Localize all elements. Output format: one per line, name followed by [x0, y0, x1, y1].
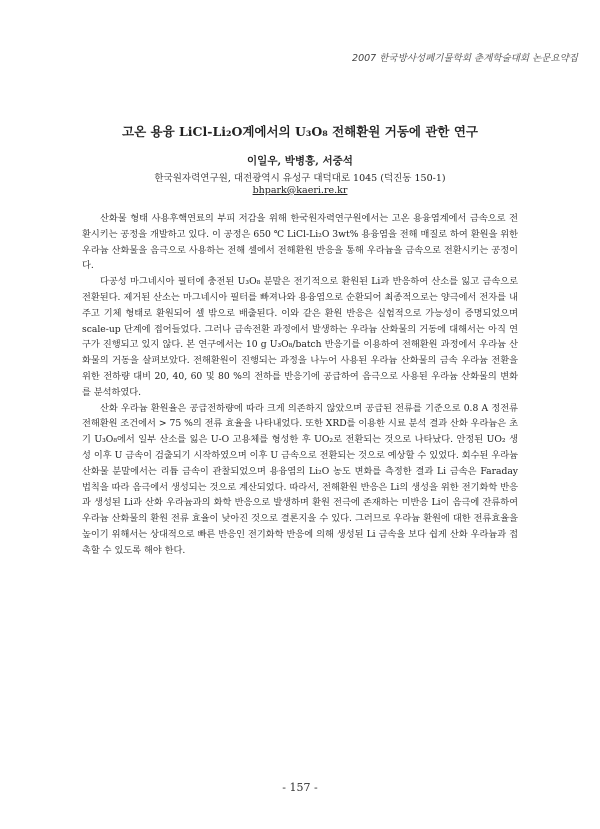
paper-affiliation: 한국원자력연구원, 대전광역시 유성구 대덕대로 1045 (덕진동 150-1) [154, 173, 446, 184]
page-number: - 157 - [282, 781, 318, 794]
paper-title: 고온 용융 LiCl-Li₂O계에서의 U₃O₈ 전해환원 거동에 관한 연구 [122, 124, 478, 139]
email-link[interactable]: bhpark@kaeri.re.kr [252, 185, 348, 196]
abstract-body [82, 211, 518, 559]
paragraph-3: 산화 우라늄 환원율은 공급전하량에 따라 크게 의존하지 않았으며 공급된 전류를 기준으로 0.8 A 정전류 전해환원 조건에서 > 75 %의 전류 효율을 나타내었다. 또한 XRD를 이용한 시료 분석 결과 산화 우라늄은 초기 U₃O₈에서 일부 산소를 잃은 U-O 고용체를 형성한 후 UO₂로 전환되는 것으로 나타났다. 안정된 UO₂ 생성 이후 U 금속이 검출되기 시작하였으며 이후 U 금속으로 전환되는 것으로 예상할 수 있었다. 회수된 우라늄 산화물 분말에서는 리튬 금속이 관찰되었으며 용융염의 Li₂O 농도 변화를 측정한 결과 Li 금속은 Faraday 법칙을 따라 음극에서 생성되는 것으로 계산되었다. 따라서, 전해환원 반응은 Li의 생성을 위한 전기화학 반응과 생성된 Li과 산화 우라늄과의 화학 반응으로 발생하며 환원 전극에 존재하는 미반응 Li이 음극에 잔류하여 우라늄 산화물의 환원 전류 효율이 낮아진 것으로 결론지을 수 있다. 그러므로 우라늄 환원에 대한 전류효율을 높이기 위해서는 상대적으로 빠른 반응인 전기화학 반응에 의해 생성된 Li 금속을 보다 쉽게 산화 우라늄과 접촉할 수 있도록 해야 한다. [82, 402, 518, 556]
paragraph-2: 다공성 마그네시아 필터에 충전된 U₃O₈ 분말은 전기적으로 환원된 Li과 반응하여 산소를 잃고 금속으로 전환된다. 제거된 산소는 마그네시아 필터를 빠져나와 용융염으로 순환되어 최종적으로는 양극에서 전자를 내주고 기체 형태로 환원되어 셀 밖으로 배출된다. 이와 같은 환원 반응은 실험적으로 가능성이 증명되었으며 scale-up 단계에 접어들었다. 그러나 금속전환 과정에서 발생하는 우라늄 산화물의 거동에 대해서는 아직 연구가 진행되고 있지 않다. 본 연구에서는 10 g U₃O₈/batch 반응기를 이용하여 전해환원 과정에서 우라늄 산화물의 거동을 살펴보았다. 전해환원이 진행되는 과정을 나누어 사용된 우라늄 산화물의 금속 우라늄 전환을 위한 전하량 대비 20, 40, 60 및 80 %의 전하를 반응기에 공급하여 음극으로 사용된 우라늄 산화물의 변화를 분석하였다. [82, 276, 518, 398]
paragraph-1: 산화물 형태 사용후핵연료의 부피 저감을 위해 한국원자력연구원에서는 고온 용융염계에서 금속으로 전환시키는 공정을 개발하고 있다. 이 공정은 650 ℃ LiCl-Li₂O 3wt% 용융염을 전해 매질로 하여 환원을 위한 우라늄 산화물을 음극으로 사용하는 전해 셀에서 전해환원 반응을 통해 우라늄을 금속으로 전환시키는 공정이다. [82, 213, 518, 272]
proceedings-header: 2007 한국방사성폐기물학회 춘계학술대회 논문요약집 [352, 53, 578, 64]
paper-email [0, 185, 600, 196]
paper-authors: 이일우, 박병흥, 서중석 [247, 155, 353, 167]
